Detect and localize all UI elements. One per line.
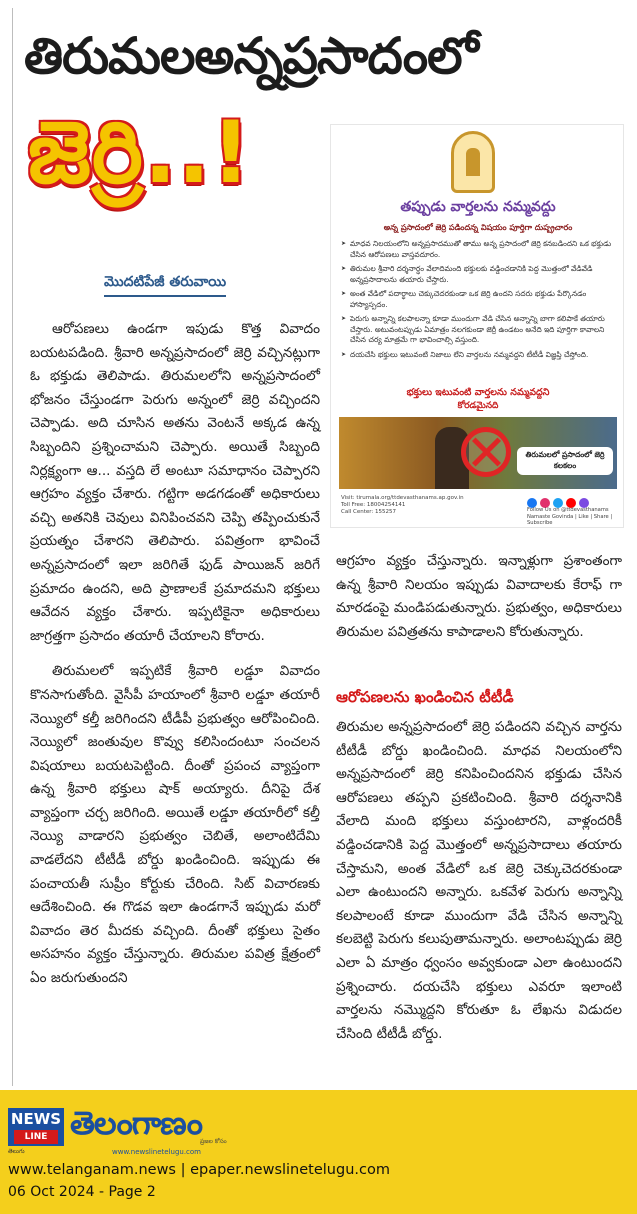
contact-line: Toll Free: 18004254141 bbox=[341, 502, 406, 508]
contact-line: Visit: tirumala.org/ttdevasthanams.ap.gov.in bbox=[341, 495, 464, 501]
notice-subtitle: అన్న ప్రసాదంలో జెర్రి పడిందన్న విషయం పూర్తిగా దుష్ప్రచారం bbox=[383, 223, 573, 232]
notice-bullet: ➤ తిరుమల శ్రీవారి దర్శనార్థం వేలాదిమంది భక్తులకు వడ్డించడానికి పెద్ద మొత్తంలో వేడివేడి అన్నప్రసాదాలను తయారు చేస్తారు. bbox=[341, 264, 617, 285]
continued-from-front-page: మొదటిపేజీ తరువాయి bbox=[104, 274, 226, 297]
column-rule bbox=[12, 8, 13, 1086]
article-paragraph: ఆగ్రహం వ్యక్తం చేస్తున్నారు. ఇన్నాళ్లుగా ప్రశాంతంగా ఉన్న శ్రీవారి నిలయం ఇప్పుడు వివాదాలకు కేరాఫ్ గా మారడంపై మండిపడుతున్నారు. ప్రభుత్వం, అధికారులు తిరుమల పవిత్రతను కాపాడాలని కోరుతున్నారు. bbox=[336, 553, 622, 640]
notice-title: తప్పుడు వార్తలను నమ్మవద్దు bbox=[400, 199, 556, 215]
headline-line-1: తిరుమలఅన్నప్రసాదంలో bbox=[24, 27, 478, 85]
notice-follow bbox=[527, 507, 623, 527]
article-right-column-bottom bbox=[336, 716, 622, 1046]
newsline-logo bbox=[8, 1108, 64, 1146]
headline-line-2: జెర్రి..! bbox=[28, 103, 252, 203]
logo-line-text: LINE bbox=[14, 1130, 58, 1144]
footer-band bbox=[0, 1090, 637, 1214]
logo-url: www.newslinetelugu.com bbox=[112, 1148, 201, 1156]
logo-telugu-small: తెలుగు bbox=[8, 1148, 25, 1155]
logo-tagline: ప్రజల కోసం bbox=[200, 1138, 227, 1145]
notice-bullet: ➤ అంత వేడిలో పదార్థాలు చెక్కుచెదరకుండా ఒక జెర్రి ఉందని సదరు భక్తుడు పేర్కొనడం హాస్యాస్పదం. bbox=[341, 289, 617, 310]
footer-date-page: 06 Oct 2024 - Page 2 bbox=[8, 1184, 156, 1200]
article-right-column-top bbox=[336, 550, 622, 644]
notice-contact bbox=[341, 495, 501, 516]
notice-tagline-2: కోరడమైనది bbox=[457, 401, 499, 411]
photo-caption: తిరుమలలో ప్రసాదంలో జెర్రి కలకలం bbox=[517, 447, 613, 475]
article-paragraph: తిరుమలలో ఇప్పటికే శ్రీవారి లడ్డూ వివాదం కొనసాగుతోంది. వైసీపీ హయాంలో శ్రీవారి లడ్డూ తయారీ నెయ్యిలో కల్తీ జరిగిందని టీడీపీ ప్రభుత్వం ఆరోపించింది. నెయ్యిలో జంతువుల కొవ్వు కలిసిందంటూ సంచలన విషయాలు బయటపెట్టింది. దీంతో ప్రపంచ వ్యాప్తంగా ఉన్న శ్రీవారి భక్తులు షాక్ అయ్యారు. దీనిపై దేశ వ్యాప్తంగా చర్చ జరిగింది. అయితే లడ్డూ తయారీలో కల్తీ నెయ్యి వాడారని ప్రభుత్వం చెబితే, అలాంటిదేమి వాడలేదని టీటీడీ బోర్డు ఖండించింది. ఇప్పుడు ఈ పంచాయతీ సుప్రీం కోర్టుకు చేరింది. సిట్ విచారణకు ఆదేశించింది. ఈ గొడవ ఇలా ఉండగానే ఇప్పుడు మరో వివాదం తెర మీదకు వచ్చింది. దీంతో భక్తులు సైతం అసహనం వ్యక్తం చేస్తున్నారు. తిరుమల పవిత్ర క్షేత్రంలో ఏం జరుగుతుందని bbox=[30, 663, 320, 987]
telanganam-logo: తెలంగాణం bbox=[70, 1104, 202, 1142]
social-icons bbox=[527, 493, 617, 505]
footer-urls: www.telanganam.news | epaper.newslinetelugu.com bbox=[8, 1162, 390, 1178]
contact-line: Call Center: 155257 bbox=[341, 509, 397, 515]
follow-line: Follow Us on @ttdevasthanams bbox=[527, 507, 609, 513]
ttd-emblem-icon bbox=[451, 131, 495, 193]
notice-bullets bbox=[341, 239, 617, 364]
section-heading: ఆరోపణలను ఖండించిన టీటీడీ bbox=[336, 688, 514, 706]
notice-tagline: భక్తులు ఇటువంటి వార్తలను నమ్మవద్దని bbox=[406, 387, 550, 398]
ttd-notice-image bbox=[330, 124, 624, 528]
notice-bullet: ➤ దయచేసి భక్తులు ఇటువంటి నిజాలు లేని వార్తలను నమ్మవద్దని టీటీడీ విజ్ఞప్తి చేస్తోంది. bbox=[341, 350, 617, 361]
notice-bullet: ➤ పెరుగు అన్నాన్ని కలపాలన్నా కూడా ముందుగా వేడి చేసిన అన్నాన్ని బాగా కలిపాకే తయారు చేస్తారు. అటువంటప్పుడు ఏమాత్రం నలగకుండా జెర్రీ ఉండటం అనేది ఇది పూర్తిగా కావాలని చేసిన చర్య మాత్రమే గా భావించాల్సి వస్తుంది. bbox=[341, 314, 617, 346]
notice-bullet: ➤ మాధవ నిలయంలోని అన్నప్రసాదముతో తాము అన్న ప్రసాదంలో జెర్రి కనబడిందని ఒక భక్తుడు చేసిన ఆరోపణలు వాస్తవదూరం. bbox=[341, 239, 617, 260]
cross-mark-icon bbox=[461, 427, 511, 477]
notice-photo bbox=[339, 417, 617, 489]
follow-line: Namaste Govinda | Like | Share | Subscribe bbox=[527, 513, 613, 526]
logo-news-text: NEWS bbox=[10, 1110, 62, 1128]
article-paragraph: ఆరోపణలు ఉండగా ఇపుడు కొత్త వివాదం బయటపడింది. శ్రీవారి అన్నప్రసాదంలో జెర్రి వచ్చినట్లుగా ఓ భక్తుడు తెలిపాడు. తిరుమలలోని అన్నప్రసాదంలో భోజనం చేస్తుండగా పెరుగు అన్నంలో జెర్రి వచ్చిందని చెప్పాడు. అది చూసిన అతను వెంటనే అక్కడ ఉన్న సిబ్బందిని ప్రశ్నించామని చెప్పారు. అయితే సిబ్బంది నిర్లక్ష్యంగా ఆ... వస్తది లే అంటూ సమాధానం చెప్పారని ఆగ్రహం వ్యక్తం చేశారు. గట్టిగా అడగడంతో అధికారులు వచ్చి అతనికి చెవులు వినిపించవని చెప్పి తప్పించుకునే ప్రయత్నం చేశారని తెలిపారు. పవిత్రంగా భావించే అన్నప్రసాదంలో ఇలా జరిగితే ఫుడ్ పాయిజన్ జరిగే ప్రమాదం ఉందని, అది ప్రాణాలకే ప్రమాదమని భక్తులు ఆవేదన వ్యక్తం చేశారు. ఇప్పటికైనా అధికారులు జాగ్రత్తగా ప్రసాదం తయారీ చేయాలని కోరారు. bbox=[30, 321, 320, 644]
article-paragraph: తిరుమల అన్నప్రసాదంలో జెర్రి పడిందని వచ్చిన వార్తను టీటీడీ బోర్డు ఖండించింది. మాధవ నిలయంలోని అన్నప్రసాదంలో జెర్రి కనిపించిందనిన భక్తుడు చేసిన ఆరోపణలు తప్పని ప్రకటించింది. శ్రీవారి దర్శనానికి వేలాది మంది భక్తులు వస్తుంటారని, వాళ్లందరికీ వడ్డించడానికి పెద్ద మొత్తంలో అన్నప్రసాదాలు తయారు చేస్తామని, అంత వేడిలో ఒక జెర్రి చెక్కుచెదరకుండా ఎలా ఉంటుందని అన్నారు. ఒకవేళ పెరుగు అన్నాన్ని కలపాలంటే కూడా ముందుగా వేడి చేసిన అన్నాన్ని కలబెట్టి పెరుగు కలుపుతామన్నారు. అలాంటప్పుడు జెర్రి ఎలా ఏ మాత్రం ధ్వంసం అవ్వకుండా ఎలా ఉంటుందని ప్రశ్నించారు. దయచేసి భక్తులు ఎవరూ ఇలాంటి వార్తలను నమ్మొద్దని కోరుతూ ఓ లేఖను విడుదల చేసింది టీటీడీ బోర్డు. bbox=[336, 719, 622, 1042]
article-left-column bbox=[30, 318, 320, 991]
